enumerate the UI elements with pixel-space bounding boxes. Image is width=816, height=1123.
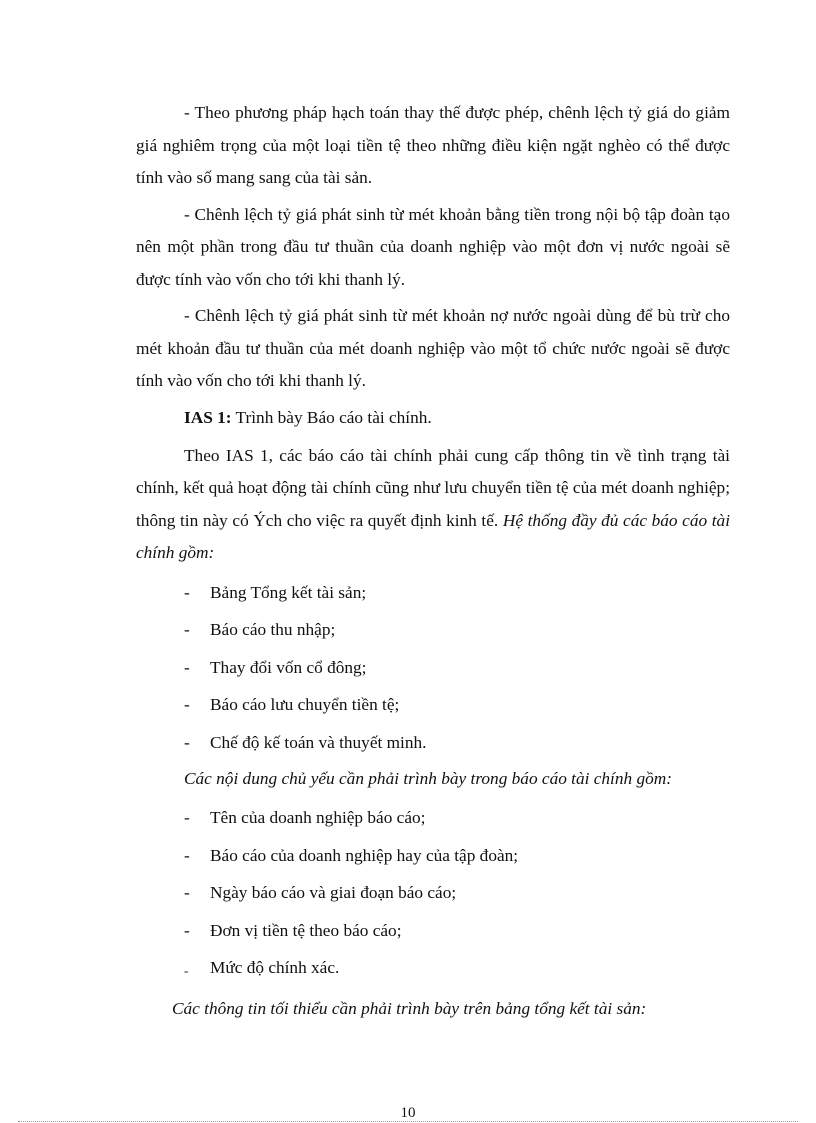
list-dash: - bbox=[184, 808, 190, 827]
ias1-heading bbox=[136, 402, 730, 438]
list-item-text: Báo cáo lưu chuyển tiền tệ; bbox=[210, 695, 400, 714]
footer-divider bbox=[18, 1121, 798, 1122]
page-number: 10 bbox=[400, 1105, 416, 1121]
list-item bbox=[136, 874, 730, 912]
list-item-text: Mức độ chính xác. bbox=[210, 958, 340, 977]
ias1-label: IAS 1: bbox=[184, 407, 232, 427]
list-item-text: Thay đổi vốn cổ đông; bbox=[210, 657, 367, 677]
main-contents-list bbox=[136, 799, 730, 987]
main-contents-intro: Các nội dung chủ yếu cần phải trình bày trong báo cáo tài chính gồm: bbox=[184, 769, 672, 788]
list-item bbox=[136, 611, 730, 649]
list-dash: - bbox=[184, 732, 190, 752]
list-item bbox=[136, 949, 730, 987]
ias1-intro-text: Theo IAS 1, các báo cáo tài chính phải cung cấp thông tin về tình trạng tài chính, kết quả hoạt động tài chính cũng như lưu chuyển tiền tệ của mét doanh nghiệp; thông tin này có Ých cho việc ra quyết định kinh tế. bbox=[136, 445, 730, 530]
list-dash: - bbox=[184, 582, 190, 602]
paragraph-intragroup-monetary-item: - Chênh lệch tỷ giá phát sinh từ mét khoản bằng tiền trong nội bộ tập đoàn tạo nên một phần trong đầu tư thuần của doanh nghiệp vào một đơn vị nước ngoài sẽ được tính vào vốn cho tới khi thanh lý. bbox=[136, 204, 730, 289]
paragraph-ias1-intro bbox=[136, 440, 730, 570]
financial-statements-list bbox=[136, 574, 730, 762]
list-item-text: Báo cáo thu nhập; bbox=[210, 620, 336, 639]
list-item bbox=[136, 799, 730, 837]
list-item-text: Đơn vị tiền tệ theo báo cáo; bbox=[210, 920, 402, 940]
list-item bbox=[136, 912, 730, 950]
list-dash: - bbox=[184, 845, 190, 865]
list-dash: - bbox=[184, 963, 189, 978]
balance-sheet-min-info-intro: Các thông tin tối thiểu cần phải trình bày trên bảng tổng kết tài sản: bbox=[172, 998, 647, 1018]
list-item bbox=[136, 574, 730, 612]
list-dash: - bbox=[184, 657, 190, 677]
ias1-title: Trình bày Báo cáo tài chính. bbox=[231, 407, 432, 427]
page-body bbox=[136, 97, 730, 1027]
list-item-text: Ngày báo cáo và giai đoạn báo cáo; bbox=[210, 883, 457, 902]
list-item-text: Báo cáo của doanh nghiệp hay của tập đoàn; bbox=[210, 845, 519, 865]
ias1-intro-italic: Hệ thống đầy đủ các báo cáo tài chính gồm: bbox=[136, 510, 730, 562]
paragraph-alternative-treatment: - Theo phương pháp hạch toán thay thế được phép, chênh lệch tỷ giá do giảm giá nghiêm trọng của một loại tiền tệ theo những điều kiện ngặt nghèo có thể được tính vào số mang sang của tài sản. bbox=[136, 103, 730, 187]
list-item-text: Tên của doanh nghiệp báo cáo; bbox=[210, 808, 426, 827]
list-dash: - bbox=[184, 920, 190, 940]
list-dash: - bbox=[184, 695, 190, 714]
list-dash: - bbox=[184, 620, 190, 639]
list-item bbox=[136, 649, 730, 687]
list-dash: - bbox=[184, 883, 190, 902]
paragraph-foreign-liability-hedge: - Chênh lệch tỷ giá phát sinh từ mét khoản nợ nước ngoài dùng để bù trừ cho mét khoản đầu tư thuần của mét doanh nghiệp vào một tổ chức nước ngoài sẽ được tính vào vốn cho tới khi thanh lý. bbox=[136, 306, 730, 390]
list-item-text: Bảng Tổng kết tài sản; bbox=[210, 582, 367, 602]
list-item bbox=[136, 837, 730, 875]
list-item-text: Chế độ kế toán và thuyết minh. bbox=[210, 732, 427, 752]
list-item bbox=[136, 724, 730, 762]
list-item bbox=[136, 686, 730, 724]
